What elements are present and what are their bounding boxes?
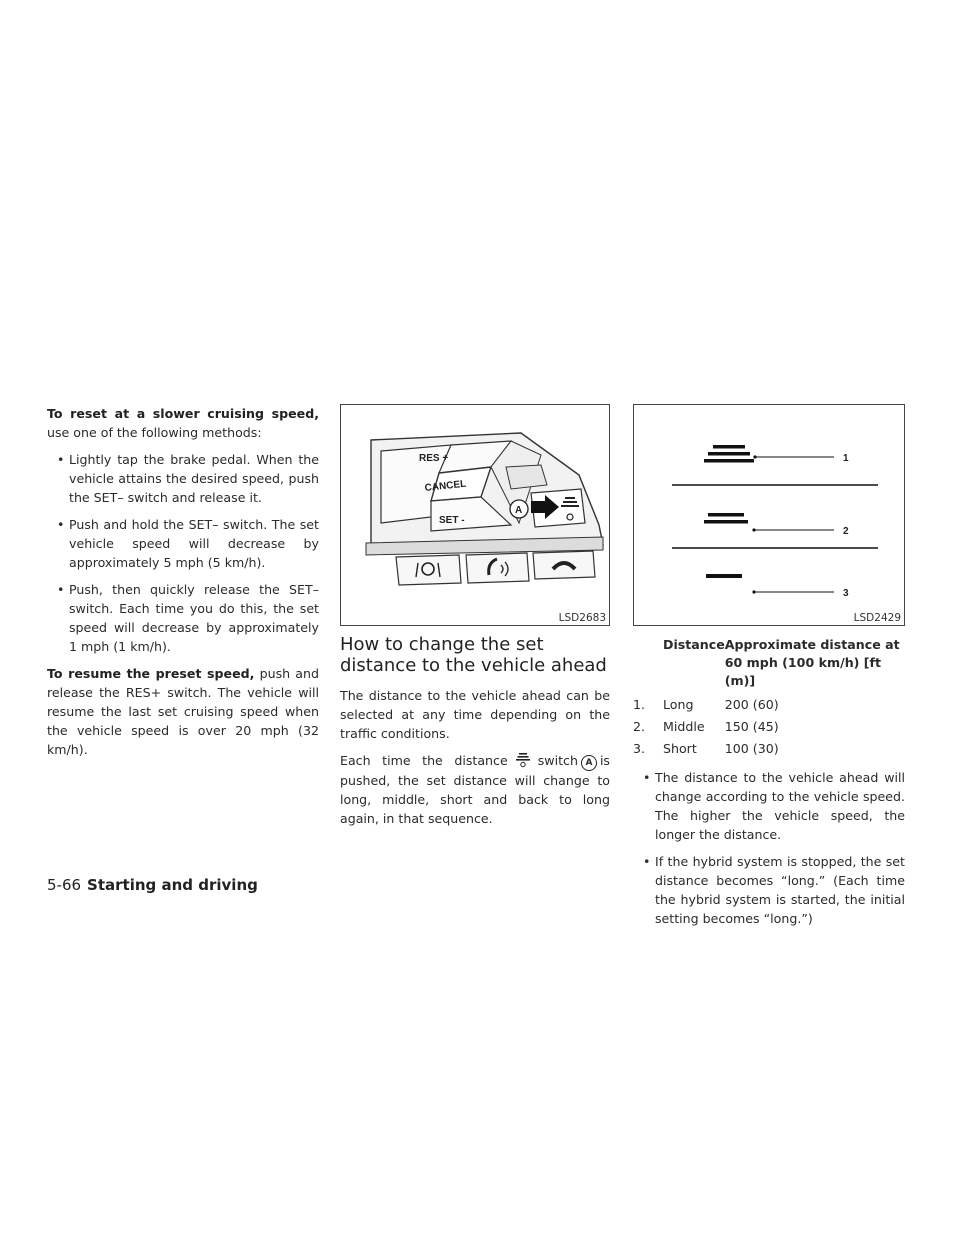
label-1: 1 [843, 453, 849, 464]
callout-a: A [515, 505, 523, 516]
list-item: • Push, then quickly release the SET– switch. Each time you do this, the set speed will decrease by approximately 1 mph (1 km/h). [47, 580, 319, 656]
para-text: Each time the distance [340, 753, 508, 768]
row-num: 3. [633, 741, 646, 756]
distance-notes-list [633, 768, 905, 928]
label-3: 3 [843, 588, 849, 599]
callout-a: A [581, 755, 597, 771]
page-number: 5-66 [47, 876, 82, 894]
distance-icon [510, 752, 536, 768]
distance-illustration [634, 405, 904, 625]
distance-bars-short [706, 574, 742, 578]
list-item: • The distance to the vehicle ahead will change according to the vehicle speed. The higher the vehicle speed, the longer the distance. [633, 768, 905, 844]
steering-switch-figure [340, 404, 610, 626]
row-value: 100 (30) [724, 741, 779, 756]
figure-code: LSD2683 [558, 612, 606, 624]
row-name: Short [663, 741, 697, 756]
table-header-num [633, 636, 663, 696]
para-text: switch [537, 753, 578, 768]
reset-paragraph [47, 404, 319, 442]
resume-heading: To resume the preset speed, [47, 666, 255, 681]
reset-intro: use one of the following methods: [47, 425, 262, 440]
row-value: 200 (60) [724, 697, 779, 712]
reset-methods-list [47, 450, 319, 656]
page-footer [47, 876, 258, 894]
resume-paragraph [47, 664, 319, 759]
list-item: • Push and hold the SET– switch. The set vehicle speed will decrease by approximately 5 mph (5 km/h). [47, 515, 319, 572]
row-name: Middle [663, 719, 705, 734]
distance-intro: The distance to the vehicle ahead can be selected at any time depending on the traffic conditions. [340, 688, 610, 741]
list-item: • Lightly tap the brake pedal. When the vehicle attains the desired speed, push the SET– switch and release it. [47, 450, 319, 507]
list-item: • If the hybrid system is stopped, the set distance becomes “long.” (Each time the hybrid system is started, the initial setting becomes “long.”) [633, 852, 905, 928]
distance-table [633, 636, 905, 762]
set-label: SET - [439, 515, 465, 526]
section-name: Starting and driving [87, 876, 258, 894]
para-text: is pushed, the set distance will change to long, middle, short and back to long again, in that sequence. [340, 753, 610, 826]
table-row [633, 718, 905, 740]
row-num: 1. [633, 697, 646, 712]
reset-heading: To reset at a slower cruising speed, [47, 406, 319, 421]
table-row [633, 740, 905, 762]
row-name: Long [663, 697, 694, 712]
resume-text: push and release the RES+ switch. The vehicle will resume the last set cruising speed when the vehicle speed is over 20 mph (32 km/h). [47, 666, 320, 757]
table-row [633, 696, 905, 718]
column-middle [340, 404, 610, 836]
row-value: 150 (45) [724, 719, 779, 734]
steering-switch-illustration [341, 405, 609, 625]
section-heading: How to change the set distance to the vehicle ahead [340, 634, 607, 676]
label-2: 2 [843, 526, 849, 537]
table-header-distance: Distance [663, 637, 725, 652]
distance-bars-middle [704, 513, 748, 524]
distance-bars-long [704, 445, 754, 463]
column-right [633, 404, 905, 936]
res-label: RES + [419, 453, 449, 464]
column-left [47, 404, 319, 767]
row-num: 2. [633, 719, 646, 734]
cancel-label: CANCEL [424, 478, 467, 494]
figure-code: LSD2429 [853, 612, 901, 624]
table-header-approx: Approximate distance at 60 mph (100 km/h) [ft (m)] [724, 637, 900, 688]
distance-switch-paragraph [340, 751, 610, 828]
distance-figure [633, 404, 905, 626]
